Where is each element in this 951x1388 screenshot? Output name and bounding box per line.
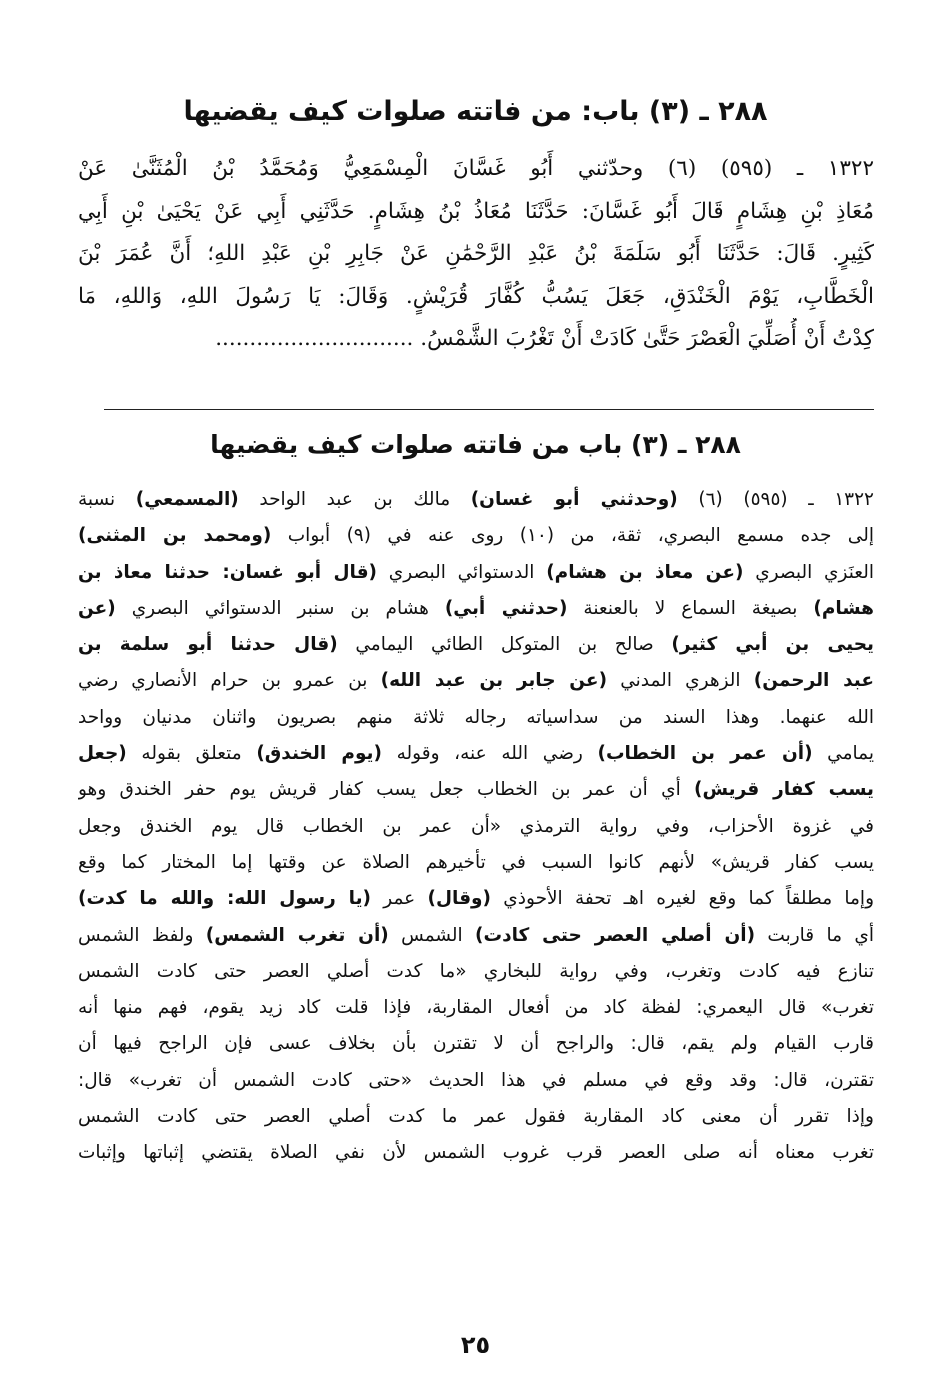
commentary-line [78,1026,874,1062]
commentary-line [78,663,874,699]
quoted-hadith-segment: (عن [78,597,116,619]
chapter-title-commentary: ٢٨٨ ـ (٣) باب من فاتته صلوات كيف يقضيها [210,430,741,459]
commentary-segment: بن عمرو بن حرام الأنصاري رضي [78,670,381,692]
commentary-segment: يمامي [812,743,874,765]
commentary-segment: الله عنهما. وهذا السند من سداسياته رجاله ثلاثة منهم بصريون واثنان مدنيان وواحد [78,706,874,728]
commentary-segment: متعلق بقوله [126,743,257,765]
commentary-segment: الشمس [388,924,476,946]
quoted-hadith-segment: (جعل [78,743,127,765]
hadith-line: كِدْتُ أَنْ أُصَلِّيَ الْعَصْرَ حَتَّىٰ كَادَتْ أَنْ تَغْرُبَ الشَّمْسُ. ............................. [215,326,874,351]
commentary-segment: قارب القيام ولم يقم، قال: والراجح أن لا تقترن بأن بخلاف عسى فإن الراجح فيها أن [78,1033,874,1055]
quoted-hadith-segment: (حدثني أبي) [444,597,568,619]
quoted-hadith-segment: عبد الرحمن) [753,670,874,692]
chapter-title-hadith: ٢٨٨ ـ (٣) باب: من فاتته صلوات كيف يقضيها [183,96,768,127]
commentary-text-block [78,482,874,1172]
commentary-line [78,772,874,808]
page-number: ٢٥ [460,1331,491,1359]
quoted-hadith-segment: (يوم الخندق) [256,743,382,765]
commentary-segment: وإذا تقرر أن معنى كاد المقاربة فقول عمر ما كدت أصلي العصر حتى كادت الشمس [78,1106,874,1128]
commentary-line [78,627,874,663]
commentary-line [78,555,874,591]
commentary-line [78,736,874,772]
commentary-segment: نسبة [78,489,136,510]
quoted-hadith-segment: (عن معاذ بن هشام) [546,561,744,583]
hadith-line: الْخَطَّابِ، يَوْمَ الْخَنْدَقِ، جَعَلَ يَسُبُّ كُفَّارَ قُرَيْشٍ. وَقَالَ: يَا رَسُولَ اللهِ، وَاللهِ، مَا [78,283,874,309]
quoted-hadith-segment: يحيى بن أبي كثير) [671,634,874,656]
commentary-segment: بصيغة السماع لا بالعنعنة [567,597,814,619]
commentary-line [78,990,874,1026]
quoted-hadith-segment: (أن عمر بن الخطاب) [597,743,813,765]
commentary-line [78,482,874,518]
commentary-segment: الدستوائي البصري [377,561,547,583]
section-divider [104,409,874,410]
quoted-hadith-segment: (المسمعي) [135,489,239,510]
quoted-hadith-segment: (أن تغرب الشمس) [205,924,389,946]
quoted-hadith-segment: (ومحمد بن المثنى) [78,525,272,547]
quoted-hadith-segment: (عن جابر بن عبد الله) [380,670,608,692]
commentary-segment: أي أن عمر بن الخطاب جعل يسب كفار قريش يوم حفر الخندق وهو [78,779,695,801]
commentary-line [78,1099,874,1135]
hadith-line: كَثِيرٍ. قَالَ: حَدَّثَنَا أَبُو سَلَمَةَ بْنُ عَبْدِ الرَّحْمَٰنِ عَنْ جَابِرِ بْنِ عَبْدِ اللهِ؛ أَنَّ عُمَرَ بْنَ [78,241,874,266]
commentary-segment: صالح بن المتوكل الطائي اليمامي [337,634,672,656]
commentary-line [78,845,874,881]
commentary-line [78,1063,874,1099]
commentary-line [78,918,874,954]
commentary-segment: تغرب معناه أنه صلى العصر قرب غروب الشمس لأن نفي الصلاة يقتضي إثباتها وإثبات [78,1142,874,1164]
commentary-segment: تقترن، قال: وقد وقع في مسلم في هذا الحديث «حتى كادت الشمس أن تغرب» قال: [78,1069,874,1091]
commentary-segment: تنازع فيه كادت وتغرب، وفي رواية للبخاري «ما كدت أصلي العصر حتى كادت الشمس [78,960,874,982]
commentary-line [78,518,874,554]
commentary-segment: ١٣٢٢ ـ (٥٩٥) (٦) [677,489,874,510]
quoted-hadith-segment: (قال حدثنا أبو سلمة بن [78,634,338,656]
commentary-segment: تغرب» قال اليعمري: لفظة كاد من أفعال المقاربة، فإذا قلت كاد زيد يقوم، فهم منها أنه [78,997,874,1019]
commentary-segment: هشام بن سنبر الدستوائي البصري [115,597,445,619]
quoted-hadith-segment: (وقال) [427,888,492,910]
quoted-hadith-segment: هشام) [813,597,874,619]
commentary-segment: في غزوة الأحزاب، وفي رواية الترمذي «أن عمر بن الخطاب قال يوم الخندق وجعل [78,815,874,837]
commentary-segment: أي ما قاربت [755,924,874,946]
commentary-segment: يسب كفار قريش» لأنهم كانوا السبب في تأخيرهم الصلاة عن وقتها إما المختار كما وقع [78,851,874,873]
commentary-segment: مالك بن عبد الواحد [238,489,471,510]
hadith-text-block [78,148,874,361]
commentary-segment: الزهري المدني [607,670,754,692]
quoted-hadith-segment: (يا رسول الله: والله ما كدت) [78,888,371,910]
quoted-hadith-segment: (قال أبو غسان: حدثنا معاذ بن [78,561,378,583]
commentary-line [78,1135,874,1171]
commentary-line [78,809,874,845]
commentary-segment: إلى جده مسمع البصري، ثقة، من (١٠) روى عنه في (٩) أبواب [271,525,874,547]
quoted-hadith-segment: (وحدثني أبو غسان) [470,489,678,510]
quoted-hadith-segment: (أن أصلي العصر حتى كادت) [475,924,756,946]
commentary-segment: عمر [370,888,428,910]
hadith-line: ١٣٢٢ ـ (٥٩٥) (٦) وحدّثني أَبُو غَسَّانَ الْمِسْمَعِيُّ وَمُحَمَّدُ بْنُ الْمُثَنَّىٰ عَنْ [78,156,874,181]
hadith-line: مُعَاذِ بْنِ هِشَامٍ قَالَ أَبُو غَسَّانَ: حَدَّثَنَا مُعَاذُ بْنُ هِشَامٍ. حَدَّثَنِي أَبِي عَنْ يَحْيَىٰ بْنِ أَبِي [78,198,874,224]
quoted-hadith-segment: يسب كفار قريش) [694,779,874,801]
commentary-line [78,591,874,627]
commentary-line [78,954,874,990]
commentary-line [78,700,874,736]
commentary-segment: رضي الله عنه، وقوله [381,743,598,765]
commentary-segment: وإما مطلقاً كما وقع لغيره اهـ تحفة الأحوذي [491,888,874,910]
commentary-segment: العنَزي البصري [743,561,874,583]
commentary-segment: ولفظ الشمس [78,924,206,946]
commentary-line [78,881,874,917]
